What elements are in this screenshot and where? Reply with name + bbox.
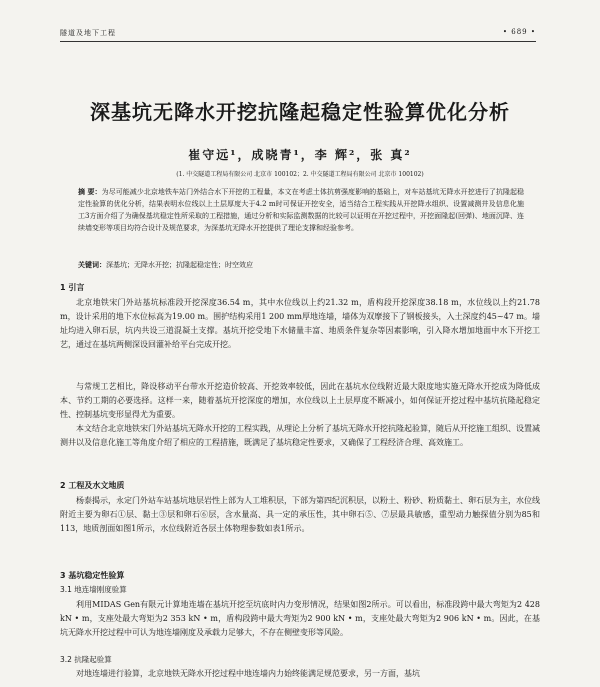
keywords-text: 深基坑；无降水开挖；抗隆起稳定性；时空效应 xyxy=(106,261,253,269)
paragraph: 利用MIDAS Gen有限元计算地连墙在基坑开挖至坑底时内力变形情况，结果如图2所示。可以看出，标准段跨中最大弯矩为2 428 kN • m，支座处最大弯矩为2 353 kN • m，盾构段跨中最大弯矩为2 900 kN • m，支座处最大弯矩为2 906 kN • m。因此，在基坑无降水开挖过程中可认为地连墙刚度及承载力足够大，不存在侧壁变形等风险。 xyxy=(60,600,540,637)
paper-title: 深基坑无降水开挖抗隆起稳定性验算优化分析 xyxy=(90,100,510,124)
journal-name: 隧道及地下工程 xyxy=(60,29,116,37)
affiliation: (1. 中交隧道工程局有限公司 北京市 100102；2. 中交隧道工程局有限公司 北京市 100102) xyxy=(176,171,424,178)
author-list: 崔守远¹，成晓青¹，李 辉²，张 真² xyxy=(188,148,412,162)
paragraph: 对地连墙进行验算，北京地铁无降水开挖过程中地连墙内力始终能满足规范要求，另一方面，基坑 xyxy=(76,669,420,678)
page-number: • 689 • xyxy=(502,28,536,36)
subsection-heading: 3.1 地连墙刚度验算 xyxy=(60,585,127,594)
abstract xyxy=(78,186,524,234)
subsection-heading: 3.2 抗隆起验算 xyxy=(60,655,112,664)
section-heading-geology: 2 工程及水文地质 xyxy=(60,481,125,490)
paragraph: 本文结合北京地铁宋门外站基坑无降水开挖的工程实践，从理论上分析了基坑无降水开挖抗隆起验算，随后从开挖施工组织、设置减测井以及信息化施工等角度介绍了相应的工程措施，既满足了基坑稳定性要求，又确保了工程经济合理、高效施工。 xyxy=(60,424,540,447)
paragraph: 杨泰揭示，永定门外站车站基坑地层岩性上部为人工堆积层，下部为第四纪沉积层，以粉土、粉砂、粉质黏土、卵石层为主，水位线附近主要为卵石①层、黏土③层和卵石⑥层，含水量高、具一定的承压性，其中卵石⑤、⑦层最具敏感，重型动力触探值分别为85和113，地质剖面如图1所示，水位线附近各层土体物理参数如表1所示。 xyxy=(60,496,540,533)
running-header xyxy=(60,28,536,42)
abstract-text: 为尽可能减少北京地铁车站门外结合水下开挖的工程量，本文在考虑土体抗剪强度影响的基础上，对车站基坑无降水开挖进行了抗隆起稳定性验算的优化分析，结果表明水位线以上土层厚度大于4.2 m时可保证开挖安全，适当结合工程实践从开挖降水组织、设置减测井及信息化施工3方面介绍了为确保基坑稳定性所采取的工程措施，通过分析和实际监测数据的比较可以证明在开挖过程中，开挖面隆起(回弹)、地面沉降、连续墙变形等项目均符合设计及规范要求，为深基坑无降水开挖提供了理论支撑和经验参考。 xyxy=(78,188,525,232)
section-heading-stability: 3 基坑稳定性验算 xyxy=(60,571,125,580)
keywords-label: 关键词： xyxy=(78,260,106,269)
paragraph: 与常规工艺相比，降设移动平台带水开挖造价较高、开挖效率较低，因此在基坑水位线附近最大限度地实施无降水开挖成为降低成本、节约工期的必要选择。这样一来，随着基坑开挖深度的增加，水位线以上土层厚度不断减小，如何保证开挖过程中基坑抗隆起稳定性、控制基坑变形显得尤为重要。 xyxy=(60,382,540,419)
abstract-label: 摘 要： xyxy=(78,187,102,196)
paragraph: 北京地铁宋门外站基坑标准段开挖深度36.54 m，其中水位线以上约21.32 m，盾构段开挖深度38.18 m，水位线以上约21.78 m，设计采用的地下水位标高为19.00 m。围护结构采用1 200 mm厚地连墙，墙体为双摩接下了钢板接头，入土深度约45~47 m。墙址均进入卵石层，坑内共设三道混凝土支撑。基坑开挖受地下水储量丰富、地质条件复杂等因素影响，引入降水增加地面中水下开挖工艺，通过在基坑两侧深设回灌补给平台完成开挖。 xyxy=(60,298,540,349)
keywords xyxy=(78,260,524,270)
section-heading-intro: 1 引言 xyxy=(60,283,85,292)
